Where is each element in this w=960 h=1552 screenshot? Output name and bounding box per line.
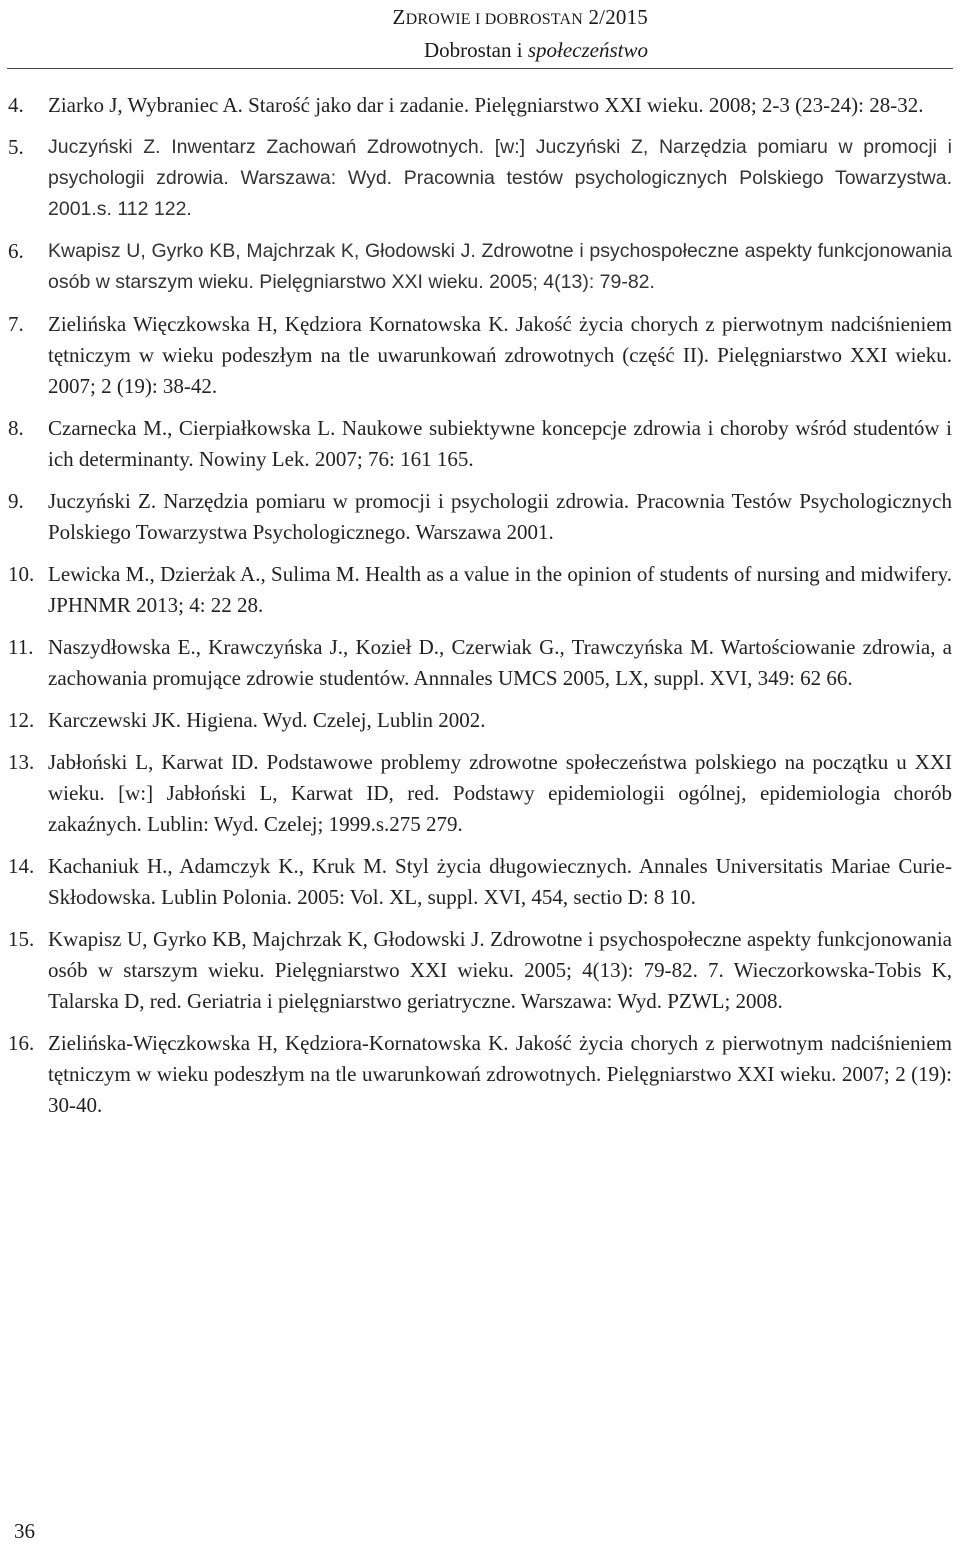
reference-item <box>8 559 952 621</box>
reference-item <box>8 309 952 402</box>
reference-item <box>8 132 952 225</box>
reference-text: Zielińska Więczkowska H, Kędziora Kornatowska K. Jakość życia chorych z pierwotnym nadciśnieniem tętniczym w wieku podeszłym na tle uwarunkowań zdrowotnych (część II). Pielęgniarstwo XXI wieku. 2007; 2 (19): 38-42. <box>48 312 952 398</box>
reference-number: 7. <box>8 312 24 336</box>
reference-text: Jabłoński L, Karwat ID. Podstawowe problemy zdrowotne społeczeństwa polskiego na początku u XXI wieku. [w:] Jabłoński L, Karwat ID, red. Podstawy epidemiologii ogólnej, epidemiologia chorób zakaźnych. Lublin: Wyd. Czelej; 1999.s.275 279. <box>48 750 952 836</box>
reference-item <box>8 747 952 840</box>
header-rule <box>7 68 953 69</box>
reference-item <box>8 1028 952 1121</box>
reference-number: 9. <box>8 489 24 513</box>
reference-number: 5. <box>8 135 24 159</box>
reference-number: 10. <box>8 562 35 586</box>
section-title <box>393 35 648 65</box>
reference-number: 11. <box>8 635 34 659</box>
reference-text: Kachaniuk H., Adamczyk K., Kruk M. Styl życia długowiecznych. Annales Universitatis Mariae Curie-Skłodowska. Lublin Polonia. 2005: Vol. XL, suppl. XVI, 454, sectio D: 8 10. <box>48 854 952 909</box>
section-title-plain: Dobrostan i <box>424 38 523 62</box>
reference-item <box>8 851 952 913</box>
reference-text: Karczewski JK. Higiena. Wyd. Czelej, Lublin 2002. <box>48 708 486 732</box>
reference-item <box>8 486 952 548</box>
reference-item <box>8 632 952 694</box>
reference-text: Naszydłowska E., Krawczyńska J., Kozieł D., Czerwiak G., Trawczyńska M. Wartościowanie zdrowia, a zachowania promujące zdrowie studentów. Annnales UMCS 2005, LX, suppl. XVI, 349: 62 66. <box>48 635 952 690</box>
reference-text: Lewicka M., Dzierżak A., Sulima M. Health as a value in the opinion of students of nursing and midwifery. JPHNMR 2013; 4: 22 28. <box>48 562 952 617</box>
journal-title <box>393 2 648 35</box>
reference-item <box>8 236 952 298</box>
reference-text: Czarnecka M., Cierpiałkowska L. Naukowe subiektywne koncepcje zdrowia i choroby wśród studentów i ich determinanty. Nowiny Lek. 2007; 76: 161 165. <box>48 416 952 471</box>
reference-number: 13. <box>8 750 35 774</box>
reference-number: 12. <box>8 708 35 732</box>
journal-issue: 2/2015 <box>588 5 648 29</box>
page-number: 36 <box>14 1519 35 1543</box>
reference-item <box>8 705 952 736</box>
reference-item <box>8 413 952 475</box>
reference-text: Juczyński Z. Inwentarz Zachowań Zdrowotnych. [w:] Juczyński Z, Narzędzia pomiaru w promocji i psychologii zdrowia. Warszawa: Wyd. Pracownia testów psychologicznych Polskiego Towarzystwa. 2001.s. 112 122. <box>48 136 952 220</box>
journal-initial: Z <box>392 5 406 29</box>
reference-text: Kwapisz U, Gyrko KB, Majchrzak K, Głodowski J. Zdrowotne i psychospołeczne aspekty funkcjonowania osób w starszym wieku. Pielęgniarstwo XXI wieku. 2005; 4(13): 79-82. <box>48 240 952 293</box>
running-header <box>393 2 648 65</box>
reference-list <box>8 90 952 1132</box>
reference-number: 4. <box>8 93 24 117</box>
reference-number: 16. <box>8 1031 35 1055</box>
section-title-italic: społeczeństwo <box>527 38 648 62</box>
reference-text: Juczyński Z. Narzędzia pomiaru w promocji i psychologii zdrowia. Pracownia Testów Psychologicznych Polskiego Towarzystwa Psychologicznego. Warszawa 2001. <box>48 489 952 544</box>
reference-text: Ziarko J, Wybraniec A. Starość jako dar i zadanie. Pielęgniarstwo XXI wieku. 2008; 2-3 (23-24): 28-32. <box>48 93 924 117</box>
journal-smallcaps: DROWIE I DOBROSTAN <box>405 11 583 28</box>
reference-number: 8. <box>8 416 24 440</box>
reference-number: 6. <box>8 239 24 263</box>
reference-item <box>8 924 952 1017</box>
reference-text: Zielińska-Więczkowska H, Kędziora-Kornatowska K. Jakość życia chorych z pierwotnym nadciśnieniem tętniczym w wieku podeszłym na tle uwarunkowań zdrowotnych. Pielęgniarstwo XXI wieku. 2007; 2 (19): 30-40. <box>48 1031 952 1117</box>
reference-item <box>8 90 952 121</box>
reference-text: Kwapisz U, Gyrko KB, Majchrzak K, Głodowski J. Zdrowotne i psychospołeczne aspekty funkcjonowania osób w starszym wieku. Pielęgniarstwo XXI wieku. 2005; 4(13): 79-82. 7. Wieczorkowska-Tobis K, Talarska D, red. Geriatria i pielęgniarstwo geriatryczne. Warszawa: Wyd. PZWL; 2008. <box>48 927 952 1013</box>
reference-number: 15. <box>8 927 35 951</box>
reference-number: 14. <box>8 854 35 878</box>
